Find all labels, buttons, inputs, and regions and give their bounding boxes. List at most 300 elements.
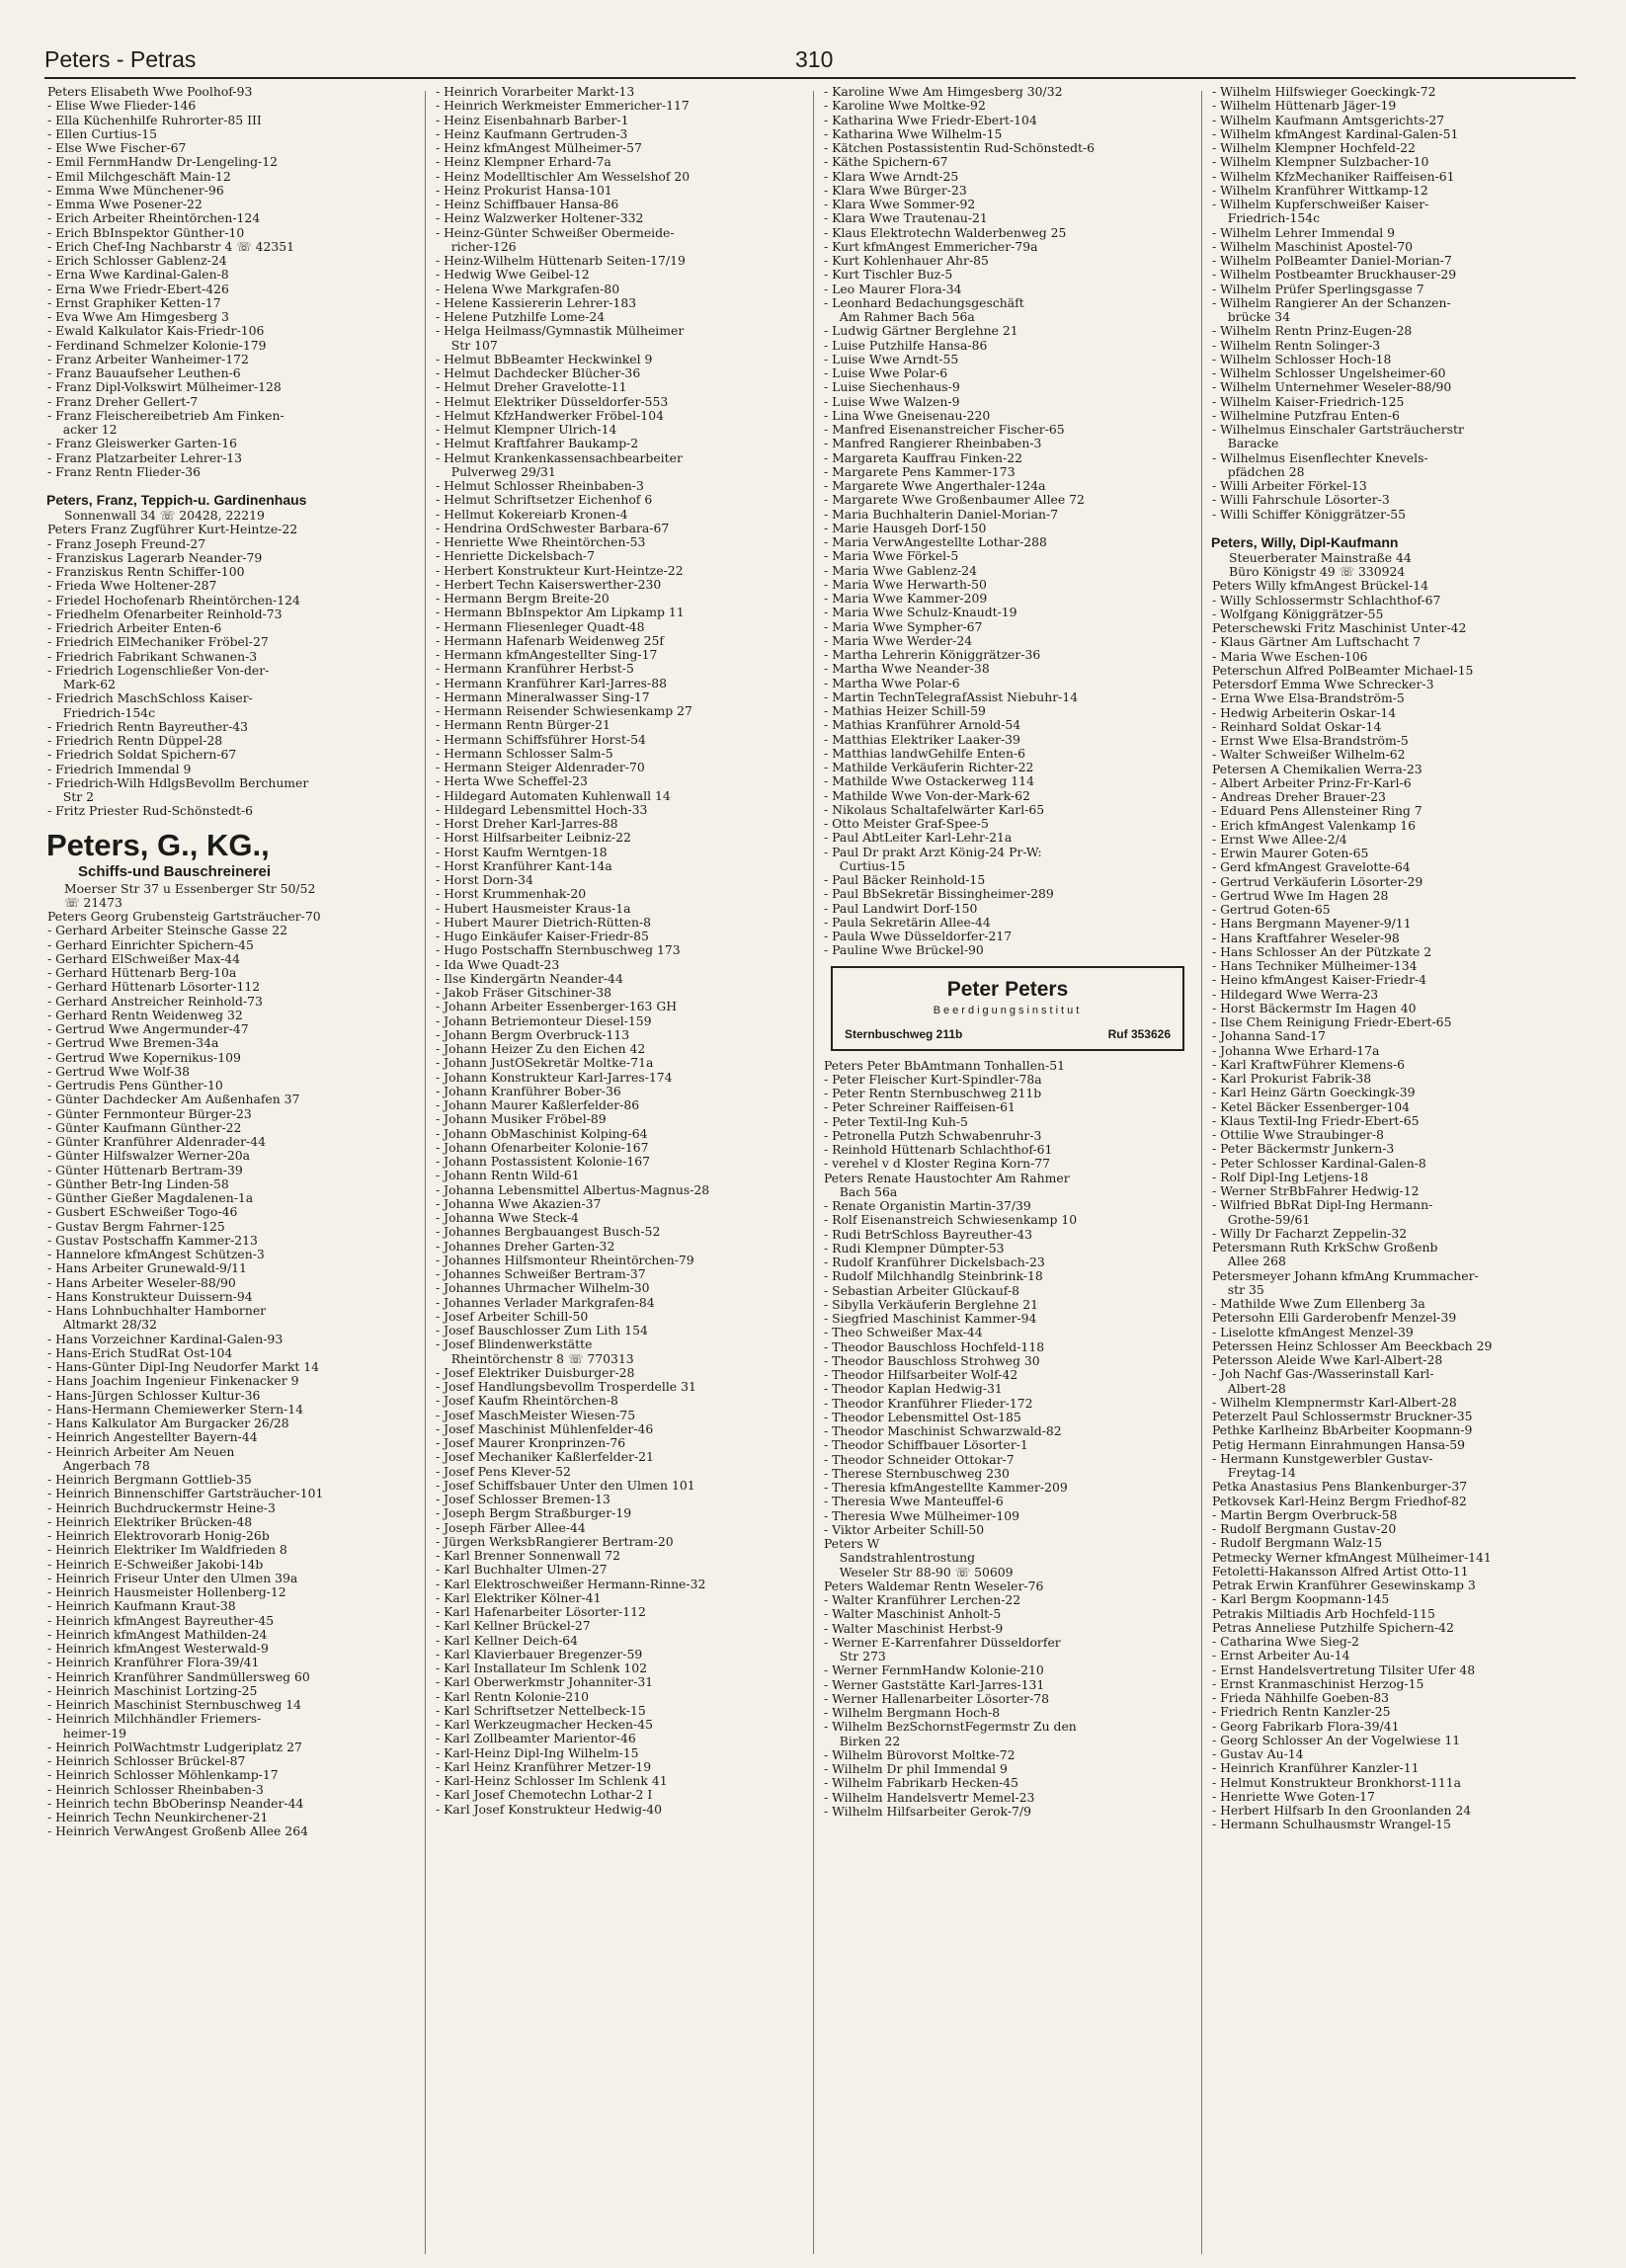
directory-entry: - Johannes Hilfsmonteur Rheintörchen-79 [436, 1252, 694, 1267]
directory-entry: - Karl-Heinz Schlosser Im Schlenk 41 [436, 1773, 668, 1788]
directory-entry: - Friedrich Rentn Kanzler-25 [1212, 1704, 1391, 1720]
directory-entry: - Wilhelm PolBeamter Daniel-Morian-7 [1212, 253, 1452, 268]
directory-entry: - Peter Fleischer Kurt-Spindler-78a [824, 1071, 1042, 1087]
directory-entry: - Rudolf Bergmann Gustav-20 [1212, 1521, 1397, 1536]
directory-entry: - Mathilde Wwe Ostackerweg 114 [824, 773, 1034, 789]
directory-entry: - Josef Schiffsbauer Unter den Ulmen 101 [436, 1477, 695, 1493]
directory-entry: - Hermann Steiger Aldenrader-70 [436, 760, 645, 774]
directory-entry: - Katharina Wwe Friedr-Ebert-104 [824, 112, 1037, 127]
directory-entry: - Klara Wwe Arndt-25 [824, 168, 959, 184]
directory-entry: - Friedrich Fabrikant Schwanen-3 [47, 648, 258, 664]
directory-entry: - Luise Wwe Polar-6 [824, 365, 948, 380]
running-head: Peters - Petras [44, 46, 197, 72]
directory-entry: - Theodor Kranführer Flieder-172 [824, 1395, 1033, 1411]
directory-entry: - Otto Meister Graf-Spee-5 [824, 816, 989, 831]
directory-entry: - Günther Betr-Ing Linden-58 [47, 1175, 229, 1191]
directory-entry: - Johanna Sand-17 [1212, 1028, 1326, 1044]
directory-entry: - Karl Schriftsetzer Nettelbeck-15 [436, 1702, 646, 1718]
column-2 [435, 85, 808, 1817]
directory-entry: - Franz Dreher Gellert-7 [47, 393, 199, 409]
directory-entry: - Mathilde Verkäuferin Richter-22 [824, 760, 1034, 774]
directory-entry: - Theresia Wwe Mülheimer-109 [824, 1507, 1019, 1523]
directory-entry: - Jakob Fräser Gitschiner-38 [436, 985, 612, 1000]
directory-entry: - Hans Schlosser An der Pützkate 2 [1212, 943, 1432, 959]
directory-entry: - Franz Arbeiter Wanheimer-172 [47, 351, 249, 366]
directory-entry: - Willy Schlossermstr Schlachthof-67 [1212, 592, 1441, 608]
directory-entry: - Heinrich Schlosser Brückel-87 [47, 1753, 246, 1768]
directory-entry: - Heinrich Friseur Unter den Ulmen 39a [47, 1570, 298, 1585]
directory-entry: - Theodor Maschinist Schwarzwald-82 [824, 1423, 1062, 1438]
directory-entry: Peterssen Heinz Schlosser Am Beeckbach 29 [1212, 1337, 1493, 1353]
directory-entry: - Günter Kranführer Aldenrader-44 [47, 1134, 266, 1149]
directory-entry: - Helena Wwe Markgrafen-80 [436, 281, 620, 296]
directory-entry: - Hans Kalkulator Am Burgacker 26/28 [47, 1416, 289, 1430]
directory-entry: - Ernst Kranmaschinist Herzog-15 [1212, 1675, 1424, 1691]
directory-entry: - Helene Kassiererin Lehrer-183 [436, 294, 637, 310]
directory-entry: - Leo Maurer Flora-34 [824, 281, 962, 296]
directory-entry: - Luise Wwe Arndt-55 [824, 351, 959, 366]
directory-entry: - Hermann Schlosser Salm-5 [436, 745, 613, 761]
directory-entry: - Franz Joseph Freund-27 [47, 535, 206, 551]
directory-entry: - Wilhelm Rentn Prinz-Eugen-28 [1212, 323, 1413, 339]
directory-entry: - Kurt Kohlenhauer Ahr-85 [824, 253, 989, 268]
directory-entry: - Gertrud Wwe Wolf-38 [47, 1063, 191, 1079]
directory-entry: - Wilhelm Schlosser Ungelsheimer-60 [1212, 365, 1446, 380]
directory-entry: - Wilhelmine Putzfrau Enten-6 [1212, 407, 1400, 423]
directory-entry: - Erich kfmAngest Valenkamp 16 [1212, 817, 1416, 833]
directory-entry: - Hugo Einkäufer Kaiser-Friedr-85 [436, 929, 649, 943]
directory-entry: - Emma Wwe Münchener-96 [47, 182, 224, 198]
directory-entry: - Hildegard Automaten Kuhlenwall 14 [436, 787, 671, 803]
directory-entry: - Fritz Priester Rud-Schönstedt-6 [47, 803, 254, 819]
directory-entry: - Martin Bergm Overbruck-58 [1212, 1506, 1398, 1522]
directory-entry: - Martha Wwe Polar-6 [824, 675, 960, 690]
directory-entry: - Hermann Fliesenleger Quadt-48 [436, 618, 645, 634]
directory-entry: - Hedwig Arbeiterin Oskar-14 [1212, 704, 1397, 720]
directory-entry: - Gustav Postschaffn Kammer-213 [47, 1232, 258, 1248]
directory-entry: - Herbert Konstrukteur Kurt-Heintze-22 [436, 562, 684, 578]
directory-entry: - Gertrud Wwe Bremen-34a [47, 1035, 219, 1051]
directory-entry: - Hans-Jürgen Schlosser Kultur-36 [47, 1387, 261, 1403]
directory-entry: - Margarete Wwe Angerthaler-124a [824, 478, 1046, 493]
directory-entry: - Hans Konstrukteur Duissern-94 [47, 1288, 253, 1304]
directory-entry: - Karl Rentn Kolonie-210 [436, 1688, 590, 1704]
directory-entry: - Margarete Pens Kammer-173 [824, 463, 1016, 479]
directory-entry: - Heinrich kfmAngest Mathilden-24 [47, 1626, 268, 1642]
directory-entry: - Josef Kaufm Rheintörchen-8 [436, 1393, 618, 1409]
directory-entry: - Wilhelm Dr phil Immendal 9 [824, 1761, 1008, 1776]
page-number: 310 [795, 46, 834, 72]
directory-entry: - Heinrich E-Schweißer Jakobi-14b [47, 1556, 264, 1572]
directory-entry: Fetoletti-Hakansson Alfred Artist Otto-11 [1212, 1563, 1469, 1579]
directory-entry: - Herbert Hilfsarb In den Groonlanden 24 [1212, 1803, 1472, 1818]
directory-entry: - Pauline Wwe Brückel-90 [824, 942, 984, 958]
directory-entry: Peters Waldemar Rentn Weseler-76 [824, 1578, 1044, 1593]
directory-entry: - Rudolf Bergmann Walz-15 [1212, 1535, 1383, 1551]
directory-entry: - Heinz Prokurist Hansa-101 [436, 182, 612, 198]
directory-entry: pfädchen 28 [1212, 463, 1305, 479]
directory-entry: - Johann JustOSekretär Moltke-71a [436, 1055, 654, 1071]
directory-entry: - Heinz Schiffbauer Hansa-86 [436, 197, 619, 211]
directory-entry: - Kurt kfmAngest Emmericher-79a [824, 238, 1038, 254]
directory-entry: - Klaus Elektrotechn Walderbenweg 25 [824, 224, 1067, 240]
directory-entry: - Werner StrBbFahrer Hedwig-12 [1212, 1183, 1420, 1198]
directory-entry: - Henriette Wwe Rheintörchen-53 [436, 534, 646, 549]
directory-entry: - Wilhelm Hüttenarb Jäger-19 [1212, 98, 1397, 114]
firm-address: Moerser Str 37 u Essenberger Str 50/52 [64, 880, 316, 896]
directory-entry: - Johannes Dreher Garten-32 [436, 1238, 615, 1254]
directory-entry: - Theodor Hilfsarbeiter Wolf-42 [824, 1367, 1018, 1382]
directory-entry: - Therese Sternbuschweg 230 [824, 1465, 1010, 1481]
directory-entry: - Heinrich Maschinist Sternbuschweg 14 [47, 1697, 301, 1712]
directory-entry: Pulverweg 29/31 [436, 463, 556, 479]
directory-entry: - Heinrich Maschinist Lortzing-25 [47, 1682, 258, 1698]
column-divider [813, 91, 814, 2254]
directory-entry: - Wilhelm Handelsvertr Memel-23 [824, 1789, 1035, 1805]
directory-entry: - Karoline Wwe Moltke-92 [824, 98, 986, 114]
directory-entry: - Erna Wwe Elsa-Brandström-5 [1212, 690, 1405, 706]
directory-entry: - Josef Handlungsbevollm Trosperdelle 31 [436, 1379, 696, 1394]
directory-entry: - Theresia Wwe Manteuffel-6 [824, 1494, 1004, 1509]
directory-entry: - Helene Putzhilfe Lome-24 [436, 309, 606, 324]
directory-entry: - Gerhard Anstreicher Reinhold-73 [47, 993, 263, 1009]
directory-entry: - Else Wwe Fischer-67 [47, 140, 187, 155]
directory-entry: - Gerhard Einrichter Spichern-45 [47, 936, 254, 952]
directory-entry: - Theodor Bauschloss Hochfeld-118 [824, 1338, 1045, 1354]
directory-entry: - Josef Arbeiter Schill-50 [436, 1308, 589, 1324]
directory-entry: - Gertrudis Pens Günther-10 [47, 1078, 223, 1093]
directory-entry: - Maria VerwAngestellte Lothar-288 [824, 534, 1047, 549]
directory-entry: str 35 [1212, 1281, 1264, 1297]
directory-entry: - Hermann Kranführer Herbst-5 [436, 661, 634, 677]
directory-entry: - Heinz Kaufmann Gertruden-3 [436, 125, 628, 141]
directory-entry: - Josef MaschMeister Wiesen-75 [436, 1407, 636, 1422]
directory-entry: - Horst Krummenhak-20 [436, 886, 587, 902]
directory-entry: - Heinrich Schlosser Rheinbaben-3 [47, 1781, 264, 1797]
directory-entry: - Hermann BbInspektor Am Lipkamp 11 [436, 605, 685, 620]
directory-entry: - Wilhelm KfzMechaniker Raiffeisen-61 [1212, 168, 1455, 184]
directory-entry: - Frieda Wwe Holtener-287 [47, 578, 217, 594]
directory-entry: Curtius-15 [824, 857, 906, 873]
directory-entry: Rheintörchenstr 8 ☏ 770313 [436, 1350, 634, 1366]
directory-entry: - Franz Gleiswerker Garten-16 [47, 436, 238, 451]
directory-entry: - Friedrich Rentn Bayreuther-43 [47, 718, 249, 734]
directory-entry: - Gustav Au-14 [1212, 1746, 1304, 1761]
directory-entry: - Theodor Schiffbauer Lösorter-1 [824, 1437, 1028, 1453]
directory-entry: - Heinrich PolWachtmstr Ludgeriplatz 27 [47, 1739, 302, 1754]
directory-entry: - Horst Dreher Karl-Jarres-88 [436, 816, 618, 831]
directory-entry: - Heinrich Buchdruckermstr Heine-3 [47, 1499, 276, 1515]
directory-entry: - Frieda Nähhilfe Goeben-83 [1212, 1690, 1390, 1705]
directory-entry: - Georg Fabrikarb Flora-39/41 [1212, 1718, 1400, 1734]
directory-entry: - Heinrich Elektrovorarb Honig-26b [47, 1528, 270, 1543]
directory-entry: - Günter Kaufmann Günther-22 [47, 1119, 242, 1135]
directory-entry: - Helmut Elektriker Düsseldorfer-553 [436, 393, 669, 409]
directory-entry: - Gerhard Rentn Weidenweg 32 [47, 1007, 243, 1022]
directory-entry: Pethke Karlheinz BbArbeiter Koopmann-9 [1212, 1422, 1473, 1438]
directory-entry: - Martin TechnTelegrafAssist Niebuhr-14 [824, 688, 1079, 704]
directory-entry: - Johann Heizer Zu den Eichen 42 [436, 1041, 646, 1056]
directory-entry: - Henriette Wwe Goten-17 [1212, 1788, 1375, 1804]
directory-entry: - Karl Heinz Gärtn Goeckingk-39 [1212, 1085, 1416, 1100]
directory-entry: - Wilhelm Kaufmann Amtsgerichts-27 [1212, 112, 1445, 127]
directory-entry: - Hendrina OrdSchwester Barbara-67 [436, 520, 670, 535]
directory-entry: - Franziskus Lagerarb Neander-79 [47, 549, 263, 565]
directory-entry: - Maria Wwe Schulz-Knaudt-19 [824, 605, 1017, 620]
directory-entry: - Hans Arbeiter Grunewald-9/11 [47, 1260, 247, 1276]
directory-entry: - Johanna Wwe Steck-4 [436, 1210, 579, 1225]
directory-entry: Peterschewski Fritz Maschinist Unter-42 [1212, 620, 1467, 635]
directory-entry: Petersson Aleide Wwe Karl-Albert-28 [1212, 1352, 1443, 1367]
directory-entry: - Wilhelmus Eisenflechter Knevels- [1212, 449, 1428, 465]
directory-entry: - Helmut Dachdecker Blücher-36 [436, 365, 641, 380]
directory-entry: - Hans Techniker Mülheimer-134 [1212, 958, 1418, 973]
directory-entry: - Karl-Heinz Dipl-Ing Wilhelm-15 [436, 1744, 639, 1760]
directory-entry: - Hermann Kranführer Karl-Jarres-88 [436, 675, 667, 690]
directory-entry: Peters Elisabeth Wwe Poolhof-93 [47, 85, 253, 99]
directory-entry: - verehel v d Kloster Regina Korn-77 [824, 1156, 1051, 1172]
directory-entry: - Gustav Bergm Fahrner-125 [47, 1218, 225, 1234]
directory-entry: - Hermann Kunstgewerbler Gustav- [1212, 1450, 1433, 1466]
directory-entry: acker 12 [47, 422, 118, 437]
directory-entry: - Albert Arbeiter Prinz-Fr-Karl-6 [1212, 774, 1412, 790]
directory-entry: - Heinz Modelltischler Am Wesselshof 20 [436, 168, 691, 184]
directory-entry: - Karl Heinz Kranführer Metzer-19 [436, 1758, 652, 1774]
directory-entry: Friedrich-154c [1212, 210, 1321, 226]
directory-entry: - Helmut Dreher Gravelotte-11 [436, 379, 627, 395]
directory-entry: - Günter Dachdecker Am Außenhafen 37 [47, 1092, 300, 1107]
directory-entry: - Erwin Maurer Goten-65 [1212, 846, 1369, 860]
directory-entry: - Ernst Wwe Elsa-Brandström-5 [1212, 733, 1409, 748]
directory-entry: - Ellen Curtius-15 [47, 125, 157, 141]
directory-entry: - Rolf Eisenanstreich Schwiesenkamp 10 [824, 1212, 1078, 1228]
directory-entry: - Nikolaus Schaltafelwärter Karl-65 [824, 801, 1045, 817]
directory-entry: - Rudi Klempner Dümpter-53 [824, 1240, 1005, 1256]
directory-entry: - Erich Chef-Ing Nachbarstr 4 ☏ 42351 [47, 238, 295, 254]
directory-entry: Grothe-59/61 [1212, 1211, 1311, 1227]
directory-entry: - Emil Milchgeschäft Main-12 [47, 168, 231, 184]
directory-entry: - Franz Platzarbeiter Lehrer-13 [47, 449, 243, 465]
directory-entry: - Karl Elektriker Kölner-41 [436, 1589, 602, 1605]
directory-entry: - Ella Küchenhilfe Ruhrorter-85 III [47, 112, 262, 127]
directory-entry: - Willy Dr Facharzt Zeppelin-32 [1212, 1225, 1408, 1241]
directory-entry: - Heinz kfmAngest Mülheimer-57 [436, 140, 642, 155]
directory-entry: richer-126 [436, 238, 517, 254]
directory-entry: - Heinrich Arbeiter Am Neuen [47, 1443, 235, 1459]
column-1 [46, 85, 420, 1839]
directory-entry: - Margareta Kauffrau Finken-22 [824, 449, 1022, 465]
directory-entry: - Rudolf Milchhandlg Steinbrink-18 [824, 1268, 1043, 1284]
directory-entry: - Helmut Konstrukteur Bronkhorst-111a [1212, 1774, 1462, 1790]
directory-entry: Baracke [1212, 436, 1279, 451]
directory-entry: Petersohn Elli Garderobenfr Menzel-39 [1212, 1310, 1457, 1326]
directory-entry: - Heinrich Milchhändler Friemers- [47, 1711, 262, 1727]
directory-entry: - Ilse Chem Reinigung Friedr-Ebert-65 [1212, 1014, 1452, 1029]
directory-entry: - Peter Textil-Ing Kuh-5 [824, 1113, 968, 1129]
directory-entry: - Johannes Uhrmacher Wilhelm-30 [436, 1280, 650, 1296]
header-rule [44, 77, 1576, 79]
directory-entry: Peters Renate Haustochter Am Rahmer [824, 1170, 1070, 1185]
directory-entry: - Hans Vorzeichner Kardinal-Galen-93 [47, 1331, 284, 1346]
directory-entry: - Wilhelm Kupferschweißer Kaiser- [1212, 197, 1429, 211]
directory-entry: - Kurt Tischler Buz-5 [824, 267, 953, 283]
directory-entry: brücke 34 [1212, 309, 1291, 324]
entry-list [46, 85, 420, 479]
directory-entry: - Theodor Schneider Ottokar-7 [824, 1451, 1015, 1467]
directory-entry: - Josef Maurer Kronprinzen-76 [436, 1435, 626, 1450]
directory-entry: - Karl KraftwFührer Klemens-6 [1212, 1056, 1406, 1072]
directory-entry: - Friedrich Immendal 9 [47, 761, 192, 776]
directory-entry: - Renate Organistin Martin-37/39 [824, 1198, 1031, 1213]
entry-list [1211, 579, 1585, 1831]
directory-entry: - Gertrud Goten-65 [1212, 902, 1331, 917]
directory-entry: - Ernst Wwe Allee-2/4 [1212, 831, 1347, 847]
directory-entry: - Heinrich techn BbOberinsp Neander-44 [47, 1795, 304, 1811]
directory-entry: Petrak Erwin Kranführer Gesewinskamp 3 [1212, 1578, 1476, 1592]
directory-entry: - Horst Kranführer Kant-14a [436, 857, 612, 873]
directory-entry: - Sebastian Arbeiter Glückauf-8 [824, 1282, 1020, 1298]
directory-entry: - Wilhelm Bürovorst Moltke-72 [824, 1746, 1016, 1762]
directory-entry: - Gerhard ElSchweißer Max-44 [47, 950, 241, 966]
directory-entry: Allee 268 [1212, 1254, 1286, 1269]
directory-entry: - Johann Rentn Wild-61 [436, 1168, 580, 1183]
directory-entry: - Franz Dipl-Volkswirt Mülheimer-128 [47, 379, 282, 395]
directory-entry: Petras Anneliese Putzhilfe Spichern-42 [1212, 1619, 1454, 1635]
directory-entry: - Wilhelm Kaiser-Friedrich-125 [1212, 393, 1405, 409]
directory-entry: - Ernst Arbeiter Au-14 [1212, 1648, 1350, 1663]
directory-entry: - Martha Lehrerin Königgrätzer-36 [824, 647, 1041, 662]
directory-entry: - Gusbert ESchweißer Togo-46 [47, 1204, 238, 1220]
directory-entry: - Wolfgang Königgrätzer-55 [1212, 606, 1384, 621]
firm-heading: Peters, Franz, Teppich-u. Gardinenhaus [46, 492, 307, 508]
directory-entry: - Karl Kellner Deich-64 [436, 1632, 579, 1648]
directory-entry: - Georg Schlosser An der Vogelwiese 11 [1212, 1732, 1461, 1747]
directory-entry: - Peter Schlosser Kardinal-Galen-8 [1212, 1155, 1426, 1171]
directory-entry: - Josef Maschinist Mühlenfelder-46 [436, 1420, 654, 1436]
directory-entry: - Karl Werkzeugmacher Hecken-45 [436, 1717, 653, 1732]
directory-entry: - Elise Wwe Flieder-146 [47, 98, 197, 114]
directory-entry: - Wilhelm Klempner Hochfeld-22 [1212, 140, 1416, 155]
directory-entry: Str 2 [47, 789, 94, 804]
directory-entry: heimer-19 [47, 1725, 126, 1741]
directory-entry: - Karl Elektroschweißer Hermann-Rinne-32 [436, 1576, 706, 1591]
directory-entry: - Lina Wwe Gneisenau-220 [824, 407, 991, 423]
directory-entry: - Ernst Handelsvertretung Tilsiter Ufer 48 [1212, 1661, 1476, 1677]
directory-entry: - Heinrich Schlosser Möhlenkamp-17 [47, 1767, 279, 1783]
directory-entry: - Klaus Textil-Ing Friedr-Ebert-65 [1212, 1112, 1420, 1128]
directory-entry: - Günter Fernmonteur Bürger-23 [47, 1105, 252, 1121]
directory-entry: - Peter Rentn Sternbuschweg 211b [824, 1086, 1042, 1100]
directory-entry: Freytag-14 [1212, 1465, 1296, 1480]
directory-entry: - Günther Gießer Magdalenen-1a [47, 1190, 254, 1205]
directory-entry: - Karl Zollbeamter Marientor-46 [436, 1731, 636, 1746]
directory-entry: - Hermann Hafenarb Weidenweg 25f [436, 632, 664, 648]
entry-list [435, 85, 808, 1817]
directory-entry: - Erna Wwe Friedr-Ebert-426 [47, 281, 229, 296]
directory-entry: Albert-28 [1212, 1380, 1286, 1396]
directory-entry: - Ferdinand Schmelzer Kolonie-179 [47, 337, 267, 353]
directory-entry: - Friedhelm Ofenarbeiter Reinhold-73 [47, 606, 283, 621]
firm-phone: ☏ 21473 [64, 894, 122, 910]
directory-entry: - Johannes Schweißer Bertram-37 [436, 1266, 646, 1281]
directory-entry: Petersmeyer Johann kfmAng Krummacher- [1212, 1267, 1479, 1283]
directory-entry: - Theo Schweißer Max-44 [824, 1325, 983, 1340]
directory-entry: - Theodor Bauschloss Strohweg 30 [824, 1352, 1040, 1368]
directory-entry: Weseler Str 88-90 ☏ 50609 [824, 1564, 1014, 1580]
directory-entry: - Hugo Postschaffn Sternbuschweg 173 [436, 942, 681, 958]
directory-entry: - Friedrich MaschSchloss Kaiser- [47, 690, 253, 706]
directory-entry: - Paula Sekretärin Allee-44 [824, 914, 991, 930]
directory-entry: - Franziskus Rentn Schiffer-100 [47, 564, 245, 579]
firm-address: Steuerberater Mainstraße 44 [1229, 549, 1412, 565]
directory-entry: - Paula Wwe Düsseldorfer-217 [824, 929, 1013, 943]
directory-entry: - Maria Wwe Eschen-106 [1212, 648, 1368, 664]
advert-address: Sternbuschweg 211b [845, 1026, 963, 1041]
directory-entry: - Herbert Techn Kaiserswerther-230 [436, 576, 662, 592]
directory-entry: - Heinrich Bergmann Gottlieb-35 [47, 1472, 252, 1487]
directory-entry: - Franz Rentn Flieder-36 [47, 463, 202, 479]
directory-entry: - Herta Wwe Scheffel-23 [436, 773, 588, 789]
directory-entry: - Maria Wwe Förkel-5 [824, 548, 959, 564]
directory-entry: - Klara Wwe Bürger-23 [824, 182, 967, 198]
directory-entry: - Horst Hilfsarbeiter Leibniz-22 [436, 830, 631, 846]
directory-entry: - Peter Schreiner Raiffeisen-61 [824, 1099, 1016, 1115]
directory-entry: - Joseph Bergm Straßburger-19 [436, 1505, 632, 1521]
directory-entry: - Heinrich Kaufmann Kraut-38 [47, 1598, 236, 1614]
directory-entry: - Horst Dorn-34 [436, 872, 533, 887]
directory-entry: - Maria Wwe Werder-24 [824, 632, 973, 648]
directory-entry: - Theodor Lebensmittel Ost-185 [824, 1409, 1021, 1424]
directory-entry: - Mathias Kranführer Arnold-54 [824, 717, 1021, 733]
directory-entry: - Heinz Klempner Erhard-7a [436, 154, 611, 170]
directory-entry: - Ketel Bäcker Essenberger-104 [1212, 1098, 1411, 1114]
directory-entry: - Heinrich Elektriker Im Waldfrieden 8 [47, 1542, 287, 1558]
directory-entry: - Ewald Kalkulator Kais-Friedr-106 [47, 323, 265, 339]
directory-entry: - Heinz-Wilhelm Hüttenarb Seiten-17/19 [436, 253, 686, 268]
directory-entry: - Heinz-Günter Schweißer Obermeide- [436, 224, 675, 240]
directory-entry: - Heinrich Techn Neunkirchener-21 [47, 1810, 269, 1824]
directory-entry: - Walter Maschinist Anholt-5 [824, 1606, 1002, 1622]
directory-entry: - Hermann Bergm Breite-20 [436, 591, 610, 606]
directory-entry: - Johann Betriemonteur Diesel-159 [436, 1012, 652, 1028]
directory-entry: - Wilhelm Hilfsarbeiter Gerok-7/9 [824, 1803, 1031, 1819]
directory-entry: - Klaus Gärtner Am Luftschacht 7 [1212, 634, 1422, 650]
directory-entry: Petersen A Chemikalien Werra-23 [1212, 761, 1423, 776]
directory-entry: - Luise Putzhilfe Hansa-86 [824, 337, 988, 353]
directory-entry: - Wilhelm Hilfswieger Goeckingk-72 [1212, 85, 1436, 99]
directory-entry: Bach 56a [824, 1183, 898, 1199]
directory-entry: - Johannes Verlader Markgrafen-84 [436, 1294, 655, 1310]
directory-entry: - Katharina Wwe Wilhelm-15 [824, 125, 1003, 141]
directory-entry: - Wilhelm Prüfer Sperlingsgasse 7 [1212, 281, 1424, 296]
directory-entry: - Johann ObMaschinist Kolping-64 [436, 1125, 648, 1141]
directory-entry: - Mathias Heizer Schill-59 [824, 703, 986, 718]
directory-entry: - Werner E-Karrenfahrer Düsseldorfer [824, 1634, 1061, 1650]
directory-entry: - Johann Maurer Kaßlerfelder-86 [436, 1097, 640, 1112]
directory-entry: Birken 22 [824, 1733, 901, 1748]
firm-heading: Peters, Willy, Dipl-Kaufmann [1211, 533, 1399, 550]
directory-entry: - Hermann Mineralwasser Sing-17 [436, 688, 650, 704]
advertisement-box [831, 966, 1184, 1051]
directory-entry: Peters Peter BbAmtmann Tonhallen-51 [824, 1057, 1065, 1073]
directory-entry: - Günter Hilfswalzer Werner-20a [47, 1148, 251, 1164]
directory-entry: - Hans Joachim Ingenieur Finkenacker 9 [47, 1373, 299, 1389]
directory-entry: - Willi Arbeiter Förkel-13 [1212, 478, 1367, 493]
firm-heading-large: Peters, G., KG., [46, 827, 270, 862]
directory-entry: - Mathilde Wwe Zum Ellenberg 3a [1212, 1296, 1425, 1311]
directory-entry: - Paul BbSekretär Bissingheimer-289 [824, 886, 1054, 902]
entry-list [46, 523, 420, 818]
